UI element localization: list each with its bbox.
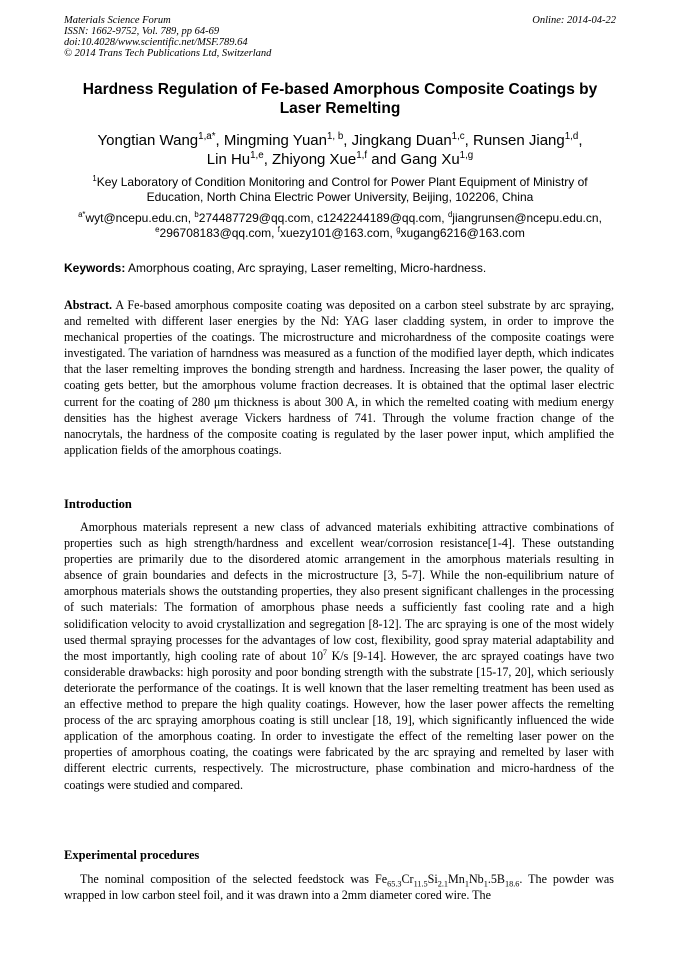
email-text: xugang6216@163.com	[400, 226, 525, 240]
intro-text-part-1: Amorphous materials represent a new class of advanced materials exhibiting attractive combinations of properties such as high strength/hardness and excellent wear/corrosion resistance[1-4]. These outstanding properties are primarily due to the disordered atomic arrangement in the amorphous materials resulting in absence of grain boundaries and defects in the microstructure [3, 5-7]. While the non-equilibrium nature of amorphous materials shows the outstanding properties, they also present significant challenges in the processing of such materials: The formation of amorphous phase needs a sufficiently fast cooling rate and a high solidification velocity to avoid crystallization and segregation [8-12]. The arc spraying is one of the most widely used thermal spraying processes for the advantages of low cost, flexibility, good spray material adaptability and the most importantly, high cooling rate of about 10	[64, 520, 614, 663]
exp-text: Nb	[468, 872, 484, 886]
affiliation-mark: 1	[92, 174, 97, 183]
author-affil-mark: 1, b	[326, 131, 344, 142]
author-name: , Zhiyong Xue	[263, 151, 357, 168]
formula-subscript: 1	[464, 879, 469, 889]
email-text: 274487729@qq.com, c1242244189@qq.com,	[198, 211, 448, 225]
keywords	[64, 261, 616, 276]
email-mark: f	[277, 225, 280, 234]
formula-subscript: 65.3	[387, 879, 402, 889]
doi-line: doi:10.4028/www.scientific.net/MSF.789.64	[64, 37, 248, 48]
email-text: wyt@ncepu.edu.cn,	[85, 211, 195, 225]
affiliation-line-1: Key Laboratory of Condition Monitoring and Control for Power Plant Equipment of Ministry of	[96, 175, 588, 189]
email-mark: e	[155, 225, 160, 234]
exp-text: .5B	[487, 872, 505, 886]
email-mark: g	[396, 225, 401, 234]
copyright-line: © 2014 Trans Tech Publications Ltd, Switzerland	[64, 48, 272, 59]
introduction-paragraph	[64, 519, 614, 793]
exp-text: . The powder was wrapped in low carbon steel foil, and it was drawn into a 2mm diameter cored wire. The	[64, 872, 614, 903]
author-emails	[64, 211, 616, 241]
author-affil-mark: 1,a*	[198, 131, 216, 142]
affiliation-line-2: Education, North China Electric Power University, Beijing, 102206, China	[146, 190, 534, 204]
experimental-paragraph	[64, 871, 614, 903]
keywords-text: Amorphous coating, Arc spraying, Laser remelting, Micro-hardness.	[125, 261, 487, 275]
author-name: Lin Hu	[206, 151, 251, 168]
author-affil-mark: 1,e	[250, 150, 264, 161]
formula-subscript: 2.1	[437, 879, 449, 889]
email-text: 296708183@qq.com,	[159, 226, 278, 240]
keywords-label: Keywords:	[64, 261, 126, 275]
abstract	[64, 297, 614, 458]
journal-header	[64, 15, 616, 59]
exp-text: Cr	[401, 872, 414, 886]
online-date: Online: 2014-04-22	[532, 15, 616, 26]
email-mark: b	[194, 210, 199, 219]
author-affil-mark: 1,f	[356, 150, 368, 161]
author-affil-mark: 1,c	[451, 131, 465, 142]
author-name: and Gang Xu	[367, 151, 460, 168]
intro-text-part-2: K/s [9-14]. However, the arc sprayed coatings have two considerable drawbacks: high porosity and poor bonding strength with the substrate [15-17, 20], which seriously deteriorate the performance of the coatings. It is well known that the laser remelting treatment has been used as an effective method to prepare the high quality coatings. However, how the laser power affects the remelting process of the arc spraying amorphous coating is still unclear [18, 19], which significantly influenced the wide application of the amorphous coating. In order to investigate the effect of the remelting laser power on the properties of amorphous coating, the coatings were fabricated by the arc spraying and remelted by laser with different electric currents, respectively. The microstructure, phase combination and micro-hardness of the coatings were studied and compared.	[64, 648, 614, 792]
author-name: , Mingming Yuan	[215, 132, 327, 149]
author-affil-mark: 1,d	[564, 131, 579, 142]
author-name: , Jingkang Duan	[343, 132, 452, 149]
email-text: xuezy101@163.com,	[279, 226, 397, 240]
journal-name: Materials Science Forum	[64, 15, 171, 26]
formula-subscript: 11.5	[413, 879, 428, 889]
author-name: , Runsen Jiang	[464, 132, 565, 149]
exponent: 7	[323, 647, 327, 657]
issn-line: ISSN: 1662-9752, Vol. 789, pp 64-69	[64, 26, 220, 37]
abstract-label: Abstract.	[64, 298, 113, 312]
exp-text: Si	[427, 872, 438, 886]
author-name: Yongtian Wang	[97, 132, 199, 149]
author-list: Yongtian Wang$^{1,a*}$, Mingming Yuan$^{1, b}$, Jingkang Duan$^{1,c}$, Runsen Jiang$^{1,d}$, Lin Hu$^{1,e}$, Zhiyong Xue$^{1,f}$ and Gang Xu$^{1,g}$	[97, 131, 583, 168]
email-mark: a*	[78, 210, 86, 219]
paper-title	[70, 80, 610, 118]
author-affil-mark: 1,g	[459, 150, 474, 161]
abstract-text: A Fe-based amorphous composite coating was deposited on a carbon steel substrate by arc spraying, and remelted with different laser energies by the Nd: YAG laser cladding system, in order to improve the mechanical properties of the coatings. The microstructure and microhardness of the composite coatings were investigated. The variation of harndness was measured as a function of the modified layer depth, which indicates that the laser remelting improves the bonding strength and hardness. Increasing the laser power, the quality of coating gets better, but the amorphous volume fraction decreases. It is obtained that the optimal laser electric current for the coating of 280 μm thickness is about 300 A, in which the remelted coating with medium energy densities has the highest average Vickers hardness of 741. Through the volume fraction change of the nanocrytals, the hardness of the composite coating is regulated by the laser power input, which amplified the application fields of the amorphous coatings.	[64, 298, 614, 457]
title-line-1: Hardness Regulation of Fe-based Amorphous Composite Coatings by	[82, 81, 598, 98]
formula-subscript: 1	[483, 879, 488, 889]
introduction-heading: Introduction	[64, 497, 132, 511]
title-line-2: Laser Remelting	[279, 100, 401, 117]
email-mark: d	[447, 210, 453, 219]
affiliation	[64, 175, 616, 205]
exp-text: Mn	[448, 872, 465, 886]
formula-subscript: 18.6	[504, 879, 520, 889]
email-text: jiangrunsen@ncepu.edu.cn,	[452, 211, 602, 225]
exp-text: The nominal composition of the selected feedstock was Fe	[80, 872, 388, 886]
experimental-heading: Experimental procedures	[64, 848, 200, 862]
